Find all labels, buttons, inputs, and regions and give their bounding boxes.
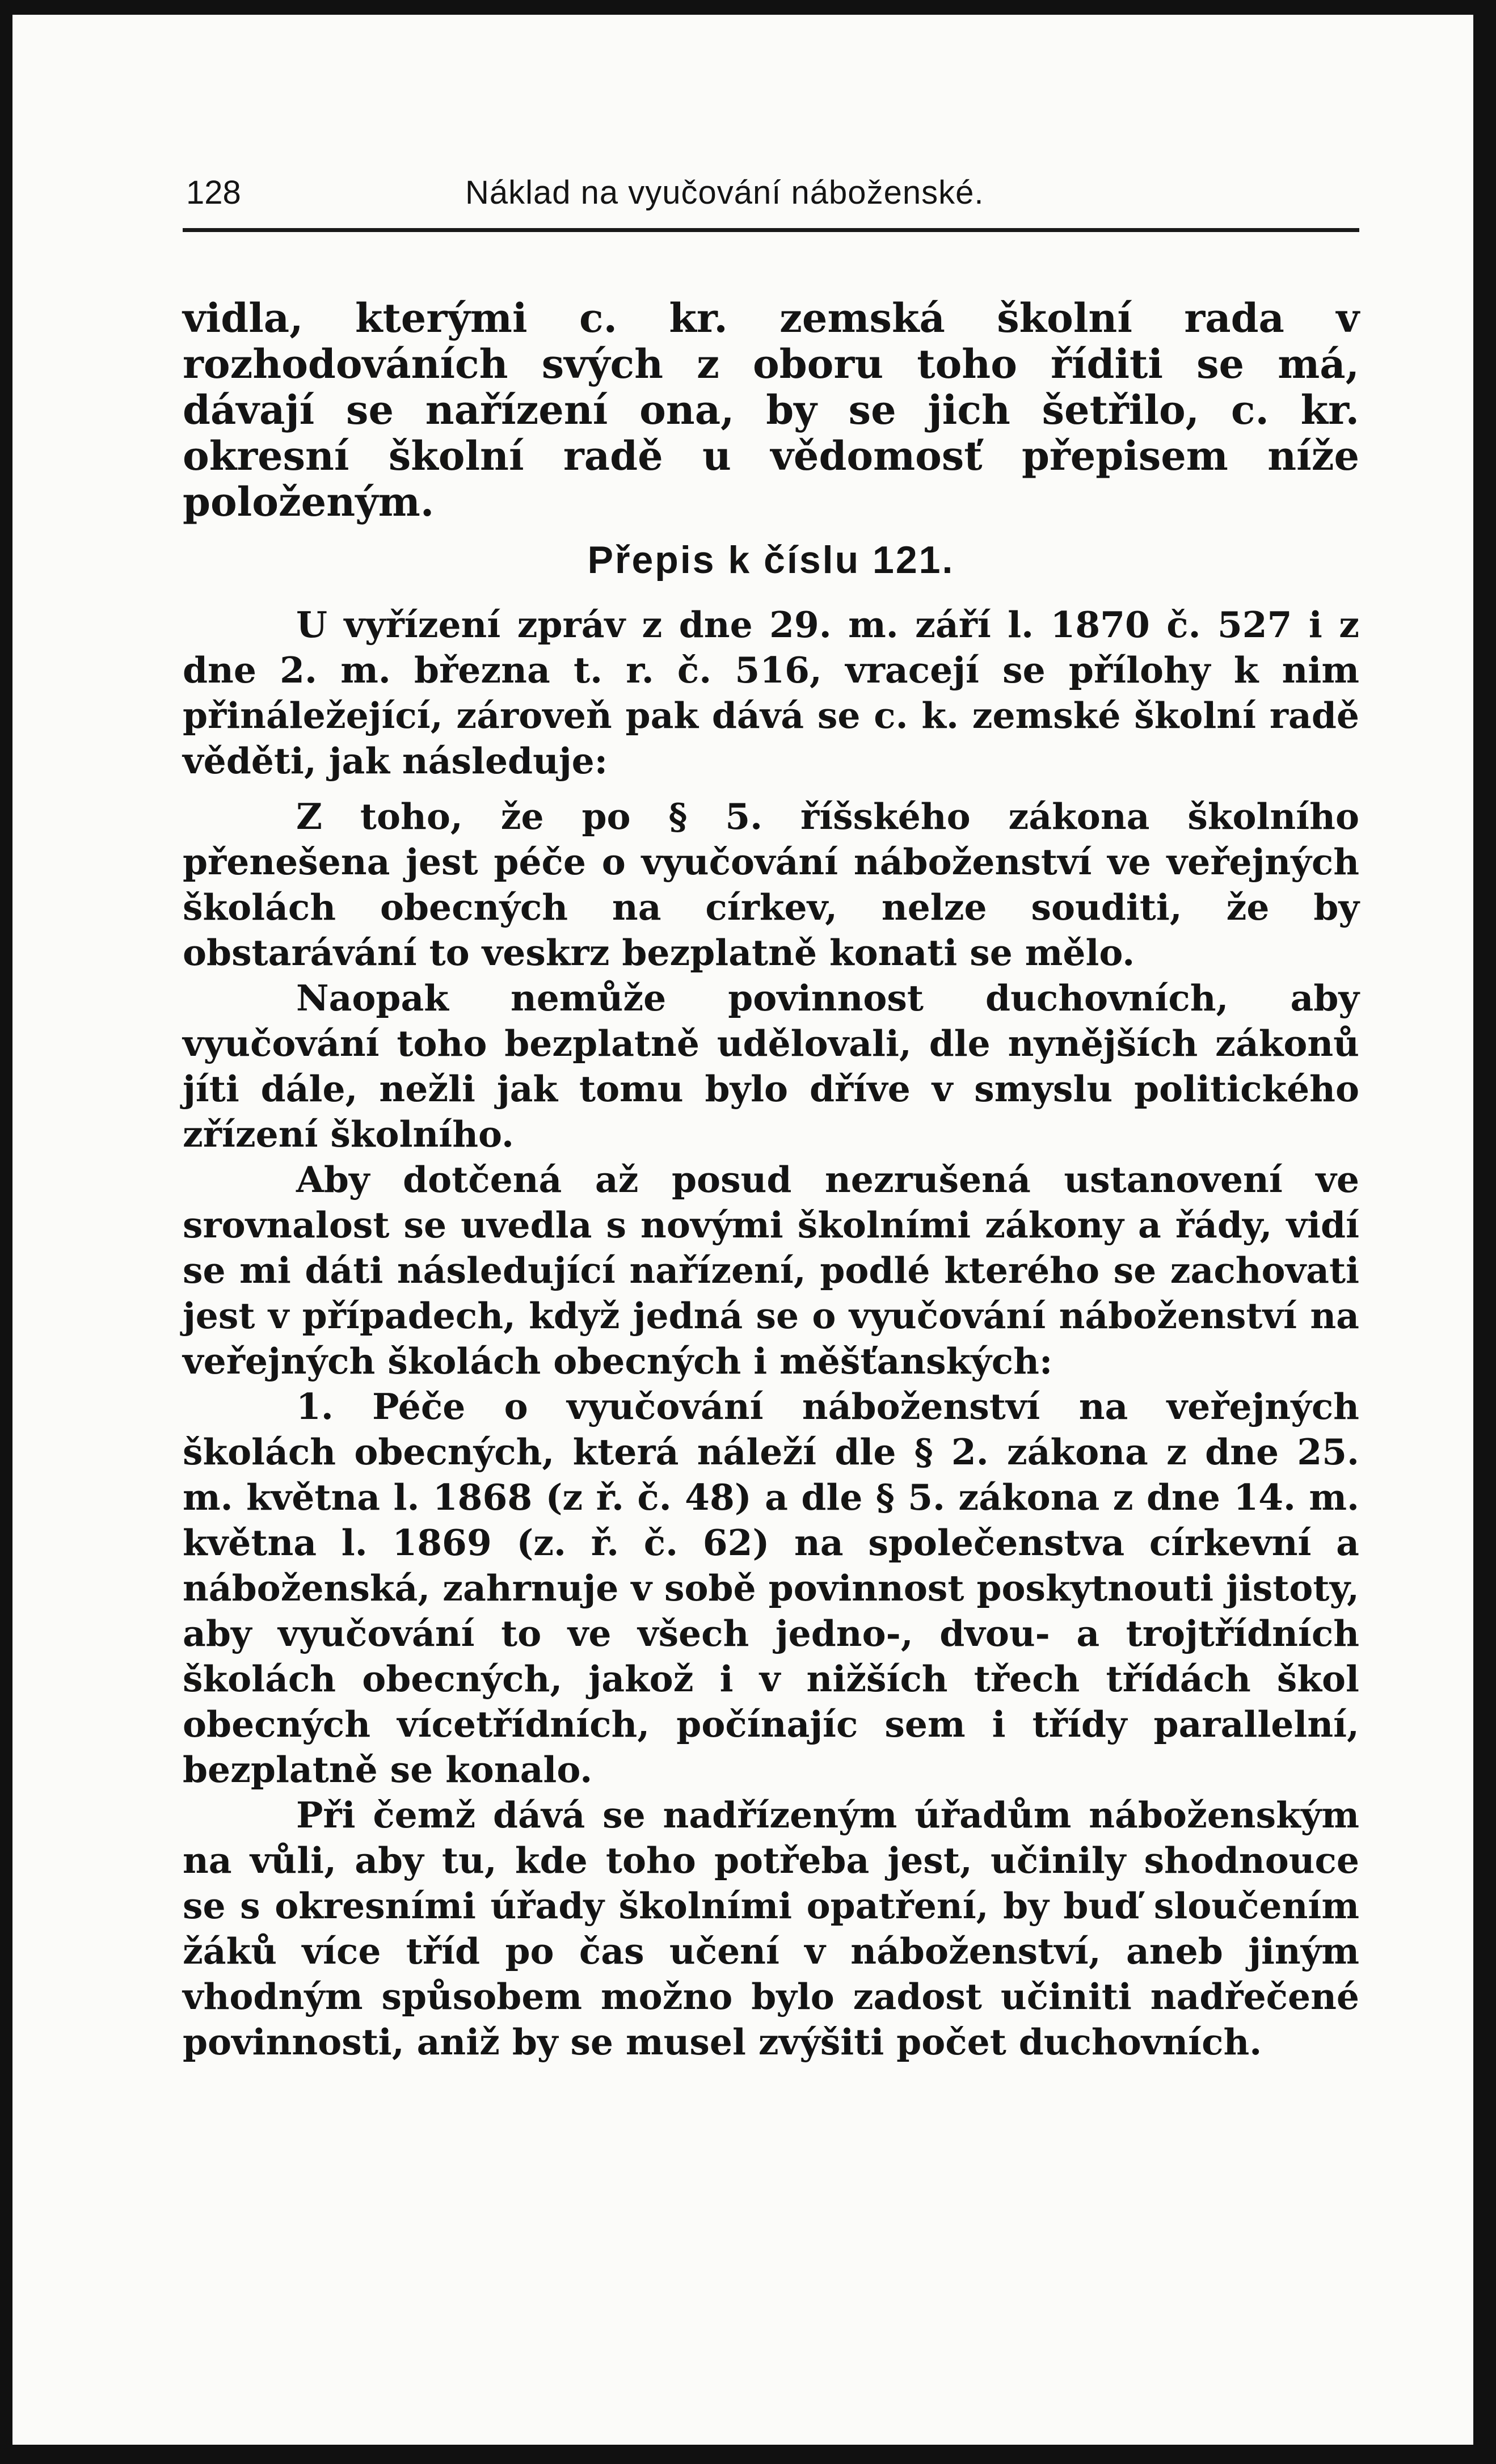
intro-paragraph: vidla, kterými c. kr. zemská školní rada v rozhodováních svých z oboru toho říditi se má, dávají se nařízení ona, by se jich šetřilo, c. kr. okresní školní radě u vědomosť přepisem níže položeným. — [183, 294, 1359, 525]
book-page — [183, 165, 1359, 2063]
paragraph: Z toho, že po § 5. říšského zákona školního přenešena jest péče o vyučování náboženství ve veřejných školách obecných na církev, nelze souditi, že by obstarávání to veskrz bezplatně konati se mělo. — [183, 795, 1359, 974]
paragraph: U vyřízení zpráv z dne 29. m. září l. 1870 č. 527 i z dne 2. m. března t. r. č. 516, vracejí se přílohy k nim přináležející, zároveň pak dává se c. k. zemské školní radě věděti, jak následuje: — [183, 604, 1359, 782]
running-head — [183, 165, 1359, 221]
body-text — [183, 295, 1359, 2065]
paragraph: Při čemž dává se nadřízeným úřadům náboženským na vůli, aby tu, kde toho potřeba jest, učinily shodnouce se s okresními úřady školními opatření, by buď sloučením žáků více tříd po čas učení v náboženství, aneb jiným vhodným spůsobem možno bylo zadost učiniti nadřečené povinnosti, aniž by se musel zvýšiti počet duchovních. — [183, 1794, 1359, 2063]
section-heading: Přepis k číslu 121. — [587, 538, 955, 582]
paragraph: 1. Péče o vyučování náboženství na veřejných školách obecných, která náleží dle § 2. zákona z dne 25. m. května l. 1868 (z ř. č. 48) a dle § 5. zákona z dne 14. m. května l. 1869 (z. ř. č. 62) na společenstva církevní a náboženská, zahrnuje v sobě povinnost poskytnouti jistoty, aby vyučování to ve všech jedno-, dvou- a trojtřídních školách obecných, jakož i v nižších třech třídách škol obecných vícetřídních, počínajíc sem i třídy parallelní, bezplatně se konalo. — [183, 1385, 1359, 1791]
paragraph: Naopak nemůže povinnost duchovních, aby vyučování toho bezplatně udělovali, dle nynějších zákonů jíti dále, nežli jak tomu bylo dříve v smyslu politického zřízení školního. — [183, 977, 1359, 1155]
page-number: 128 — [186, 174, 241, 211]
paragraph: Aby dotčená až posud nezrušená ustanovení ve srovnalost se uvedla s novými školními zákony a řády, vidí se mi dáti následující nařízení, podlé kterého se zachovati jest v případech, když jedná se o vyučování náboženství na veřejných školách obecných i měšťanských: — [183, 1159, 1359, 1382]
running-title: Náklad na vyučování náboženské. — [465, 174, 984, 211]
header-rule — [183, 228, 1359, 232]
